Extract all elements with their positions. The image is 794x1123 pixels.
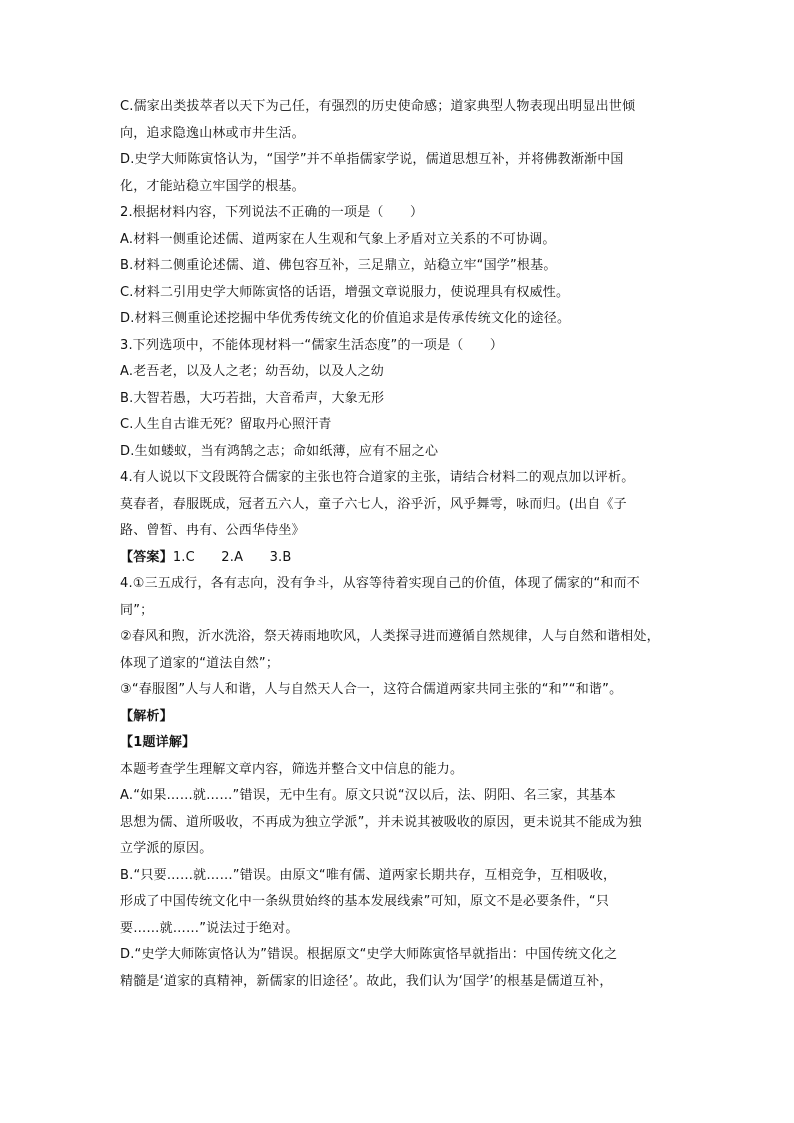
option-c: C.材料二引用史学大师陈寅恪的话语，增强文章说服力，使说理具有权威性。 [120,284,570,300]
answer-line [120,545,690,572]
q1-detail-heading: 【1题详解】 [120,735,196,750]
analysis-line: 精髓是‘道家的真精神，新儒家的旧途径’。故此，我们认为‘国学’的根基是儒道互补， [120,973,613,989]
document-page [120,94,690,995]
analysis-line: 形成了中国传统文化中一条纵贯始终的基本发展线索”可知，原文不是必要条件，“只 [120,894,610,909]
answer-4-line: 体现了道家的“道法自然”； [120,655,280,671]
analysis-line: 思想为儒、道所吸收，不再成为独立学派”，并未说其被吸收的原因，更未说其不能成为独 [120,814,642,830]
question-4: 4.有人说以下文段既符合儒家的主张也符合道家的主张，请结合材料二的观点加以评析。 [120,470,635,485]
analysis-line: A.“如果……就……”错误，无中生有。原文只说“汉以后，法、阴阳、名三家，其基本 [120,788,617,803]
option-d: D.材料三侧重论述挖掘中华优秀传统文化的价值追求是传承传统文化的途径。 [120,311,571,326]
option-b: B.大智若愚，大巧若拙，大音希声，大象无形 [120,390,385,406]
answer-label: 【答案】 [120,549,173,565]
option-a: A.老吾老，以及人之老；幼吾幼，以及人之幼 [120,364,384,379]
analysis-heading: 【解析】 [120,708,173,724]
analysis-line: B.“只要……就……”错误。由原文“唯有儒、道两家长期共存，互相竞争，互相吸收， [120,867,617,883]
quoted-passage: 路、曾皙、冉有、公西华侍坐》 [120,523,305,538]
option-b: B.材料二侧重论述儒、道、佛包容互补，三足鼎立，站稳立牢“国学”根基。 [120,258,557,273]
text-line: 向，追求隐逸山林或市井生活。 [120,125,305,141]
answer-4-line: ③“春服图”人与人和谐，人与自然天人合一，这符合儒道两家共同主张的“和”“和谐”。 [120,682,623,697]
analysis-line: 立学派的原因。 [120,841,213,856]
option-c: C.人生自古谁无死？留取丹心照汗青 [120,417,332,432]
text-line: 化，才能站稳立牢国学的根基。 [120,178,305,194]
option-d: D.生如蝼蚁，当有鸿鹄之志；命如纸薄，应有不屈之心 [120,443,439,459]
question-2: 2.根据材料内容，下列说法不正确的一项是（ ） [120,205,424,220]
answer-4-line: ②春风和煦，沂水洗浴，祭天祷雨地吹风，人类探寻进而遵循自然规律，人与自然和谐相处， [120,629,660,644]
analysis-line: 本题考查学生理解文章内容，筛选并整合文中信息的能力。 [120,761,464,777]
quoted-passage: 莫春者，春服既成，冠者五六人，童子六七人，浴乎沂，风乎舞雩，咏而归。(出自《子 [120,496,627,512]
option-a: A.材料一侧重论述儒、道两家在人生观和气象上矛盾对立关系的不可协调。 [120,231,556,247]
answer-4-line: 4.①三五成行，各有志向，没有争斗，从容等待着实现自己的价值，体现了儒家的“和而不 [120,576,640,591]
answer-values: 1.C 2.A 3.B [172,549,292,565]
text-line: C.儒家出类拔萃者以天下为己任，有强烈的历史使命感；道家典型人物表现出明显出世倾 [120,99,636,114]
text-line: D.史学大师陈寅恪认为，“国学”并不单指儒家学说，儒道思想互补，并将佛教渐渐中国 [120,152,624,167]
analysis-line: D.“史学大师陈寅恪认为”错误。根据原文“史学大师陈寅恪早就指出：中国传统文化之 [120,947,618,962]
analysis-line: 要……就……”说法过于绝对。 [120,920,299,936]
answer-4-line: 同”； [120,602,154,618]
question-3: 3.下列选项中，不能体现材料一“儒家生活态度”的一项是（ ） [120,337,504,353]
